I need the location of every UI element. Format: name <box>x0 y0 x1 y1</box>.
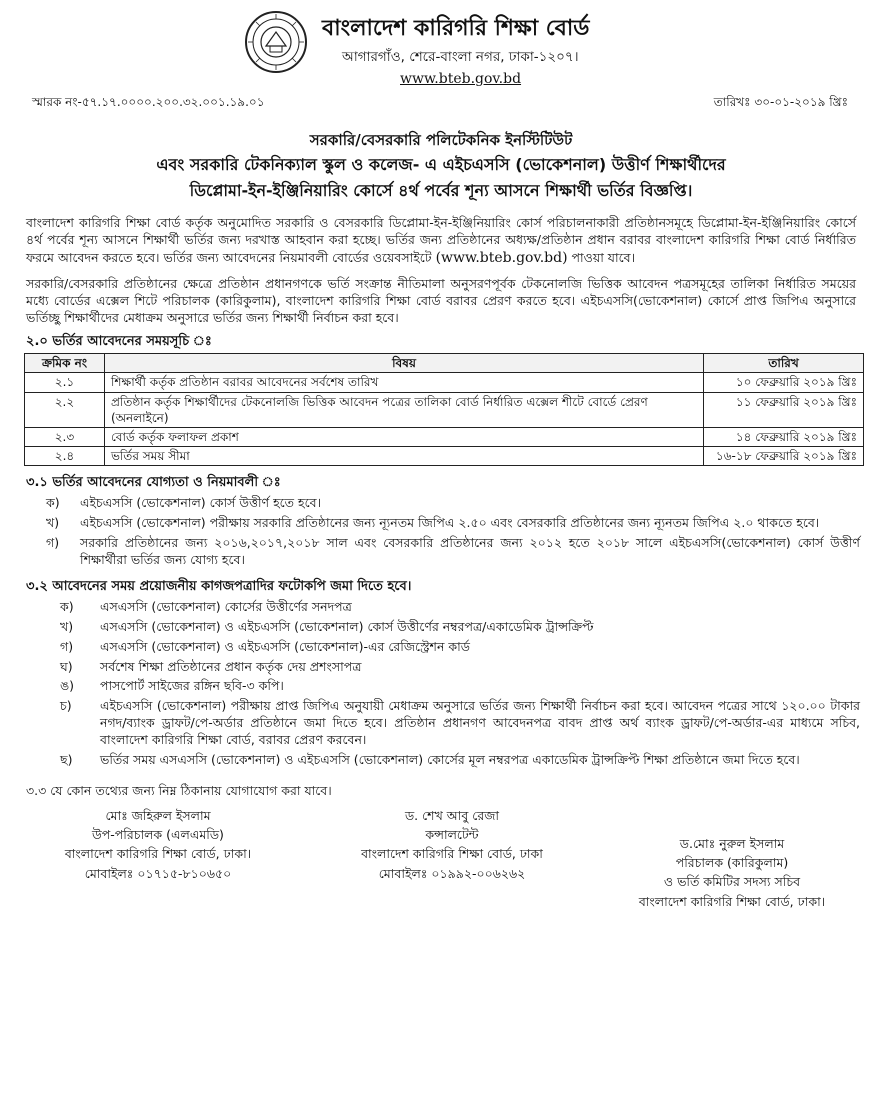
list-item <box>60 678 860 695</box>
notice-title <box>22 130 860 201</box>
table-row <box>25 428 864 447</box>
instruction-paragraph: সরকারি/বেসরকারি প্রতিষ্ঠানের ক্ষেত্রে প্রতিষ্ঠান প্রধানগণকে ভর্তি সংক্রান্ত নীতিমালা অনুসরণপূর্বক টেকনোলজি ভিত্তিক আবেদন পত্রসমূহের তালিকা নির্ধারিত সময়ের মধ্যে বোর্ডের এক্সেল শিটে পরিচালক (কারিকুলাম), বাংলাদেশ কারিগরি শিক্ষা বোর্ড বরাবর প্রেরণ করতে হবে। এইচএসসি(ভোকেশনাল) কোর্সে প্রাপ্ত জিপিএ অনুসারে ভর্তিচ্ছু শিক্ষার্থীদের মেধাক্রম অনুসারে ভর্তির জন্য শিক্ষার্থী নির্বাচন করা হবে। <box>26 276 856 325</box>
signatory-name: ড.মোঃ নুরুল ইসলাম <box>679 835 785 851</box>
memo-number: স্মারক নং-৫৭.১৭.০০০০.২০০.৩২.০০১.১৯.০১ <box>32 95 265 109</box>
row-subject: বোর্ড কর্তৃক ফলাফল প্রকাশ <box>104 428 703 447</box>
org-website-link[interactable]: www.bteb.gov.bd <box>400 71 522 87</box>
signatory-mobile: মোবাইলঃ ০১৭১৫-৮১০৬৫০ <box>84 865 232 881</box>
list-item <box>60 659 860 676</box>
signatory-3 <box>602 834 862 912</box>
notice-date: তারিখঃ ৩০-০১-২০১৯ খ্রিঃ <box>713 95 848 109</box>
row-date: ১৬-১৮ ফেব্রুয়ারি ২০১৯ খ্রিঃ <box>704 447 864 466</box>
row-serial: ২.৪ <box>25 447 105 466</box>
signatory-1 <box>28 806 288 884</box>
item-label: খ) <box>60 618 74 634</box>
eligibility-heading: ৩.১ ভর্তির আবেদনের যোগ্যতা ও নিয়মাবলী ঃ <box>26 475 281 491</box>
signatory-name: মোঃ জহিরুল ইসলাম <box>105 807 211 823</box>
contact-heading: ৩.৩ যে কোন তথ্যের জন্য নিম্ন ঠিকানায় যোগাযোগ করা যাবে। <box>26 782 332 798</box>
list-item <box>36 515 860 532</box>
row-serial: ২.২ <box>25 392 105 427</box>
org-name: বাংলাদেশ কারিগরি শিক্ষা বোর্ড <box>322 16 590 41</box>
item-label: গ) <box>46 534 60 550</box>
item-label: চ) <box>60 698 72 714</box>
item-text: এইচএসসি (ভোকেশনাল) পরীক্ষায় প্রাপ্ত জিপিএ অনুযায়ী মেধাক্রম অনুসারে ভর্তির জন্য শিক্ষার্থী নির্বাচন করা হবে। আবেদন পত্রের সাথে ১২০.০০ টাকার নগদ/ব্যাংক ড্রাফট/পে-অর্ডার প্রতিষ্ঠানে জমা দিতে হবে। প্রতিষ্ঠান প্রধানগণ আবেদনপত্র বাবদ প্রাপ্ত অর্থ ব্যাংক ড্রাফট/পে-অর্ডার-এর মাধ্যমে সচিব, বাংলাদেশ কারিগরি শিক্ষা বোর্ড, বরাবর প্রেরণ করবেন। <box>100 698 860 748</box>
signatory-office: বাংলাদেশ কারিগরি শিক্ষা বোর্ড, ঢাকা। <box>64 846 252 862</box>
item-text: এসএসসি (ভোকেশনাল) ও এইচএসসি (ভোকেশনাল)-এর রেজিস্ট্রেশন কার্ড <box>100 638 470 654</box>
signatory-mobile: মোবাইলঃ ০১৯৯২-০০৬২৬২ <box>378 865 526 881</box>
org-address: আগারগাঁও, শেরে-বাংলা নগর, ঢাকা-১২০৭। <box>342 49 579 65</box>
item-text: পাসপোর্ট সাইজের রঙ্গিন ছবি-৩ কপি। <box>100 678 284 694</box>
eligibility-list <box>22 495 860 569</box>
item-label: ঙ) <box>60 678 75 694</box>
signatory-office: বাংলাদেশ কারিগরি শিক্ষা বোর্ড, ঢাকা <box>361 846 543 862</box>
title-line-3: ডিপ্লোমা-ইন-ইঞ্জিনিয়ারিং কোর্সে ৪র্থ পর্বের শূন্য আসনে শিক্ষার্থী ভর্তির বিজ্ঞপ্তি। <box>189 180 693 200</box>
schedule-table <box>24 353 864 466</box>
documents-list <box>22 599 860 769</box>
list-item <box>60 639 860 656</box>
table-row <box>25 392 864 427</box>
board-seal-icon <box>244 10 308 74</box>
signatory-2 <box>322 806 582 884</box>
row-date: ১৪ ফেব্রুয়ারি ২০১৯ খ্রিঃ <box>704 428 864 447</box>
signatory-office: বাংলাদেশ কারিগরি শিক্ষা বোর্ড, ঢাকা। <box>638 893 826 909</box>
list-item <box>36 535 860 569</box>
list-item <box>36 495 860 512</box>
item-text: সরকারি প্রতিষ্ঠানের জন্য ২০১৬,২০১৭,২০১৮ সাল এবং বেসরকারি প্রতিষ্ঠানের জন্য ২০১২ হতে ২০১৮ সালে এইচএসসি(ভোকেশনাল) কোর্স উত্তীর্ণ শিক্ষার্থীরা ভর্তির জন্য যোগ্য হবে। <box>80 534 860 567</box>
item-label: ক) <box>46 494 60 510</box>
row-subject: ভর্তির সময় সীমা <box>104 447 703 466</box>
col-date: তারিখ <box>704 354 864 373</box>
table-row <box>25 447 864 466</box>
item-text: এইচএসসি (ভোকেশনাল) কোর্স উত্তীর্ণ হতে হবে। <box>80 494 322 510</box>
row-date: ১১ ফেব্রুয়ারি ২০১৯ খ্রিঃ <box>704 392 864 427</box>
col-serial: ক্রমিক নং <box>25 354 105 373</box>
item-label: ক) <box>60 598 74 614</box>
schedule-heading: ২.০ ভর্তির আবেদনের সময়সূচি ঃ <box>26 333 212 349</box>
table-row <box>25 373 864 392</box>
item-text: এসএসসি (ভোকেশনাল) কোর্সের উত্তীর্ণের সনদপত্র <box>100 598 352 614</box>
signatory-name: ড. শেখ আবু রেজা <box>404 807 500 823</box>
item-label: ঘ) <box>60 658 73 674</box>
title-line-1: সরকারি/বেসরকারি পলিটেকনিক ইনস্টিটিউট <box>309 131 573 149</box>
list-item <box>60 752 860 769</box>
documents-heading: ৩.২ আবেদনের সময় প্রয়োজনীয় কাগজপত্রাদির ফটোকপি জমা দিতে হবে। <box>26 579 412 595</box>
signatory-designation: উপ-পরিচালক (এলএমডি) <box>92 827 224 843</box>
schedule-header-row <box>25 354 864 373</box>
item-label: খ) <box>46 514 60 530</box>
item-text: এসএসসি (ভোকেশনাল) ও এইচএসসি (ভোকেশনাল) কোর্স উত্তীর্ণের নম্বরপত্র/একাডেমিক ট্রান্সক্রিপ্ট <box>100 618 594 634</box>
letterhead <box>22 8 860 108</box>
signatory-designation: পরিচালক (কারিকুলাম) <box>675 855 789 871</box>
item-text: ভর্তির সময় এসএসসি (ভোকেশনাল) ও এইচএসসি (ভোকেশনাল) কোর্সের মূল নম্বরপত্র একাডেমিক ট্রান্সক্রিপ্ট শিক্ষা প্রতিষ্ঠানে জমা দিতে হবে। <box>100 751 800 767</box>
intro-tail: পাওয়া যাবে। <box>567 250 636 266</box>
title-line-2: এবং সরকারি টেকনিক্যাল স্কুল ও কলেজ- এ এইচএসসি (ভোকেশনাল) উত্তীর্ণ শিক্ষার্থীদের <box>156 155 726 175</box>
list-item <box>60 619 860 636</box>
list-item <box>60 599 860 616</box>
col-subject: বিষয় <box>104 354 703 373</box>
item-text: সর্বশেষ শিক্ষা প্রতিষ্ঠানের প্রধান কর্তৃক দেয় প্রশংসাপত্র <box>100 658 362 674</box>
row-serial: ২.১ <box>25 373 105 392</box>
list-item <box>60 698 860 749</box>
signatory-role: ও ভর্তি কমিটির সদস্য সচিব <box>663 874 801 890</box>
signature-block <box>22 806 860 926</box>
intro-text: বাংলাদেশ কারিগরি শিক্ষা বোর্ড কর্তৃক অনুমোদিত সরকারি ও বেসরকারি ডিপ্লোমা-ইন-ইঞ্জিনিয়ারিং কোর্স পরিচালনাকারী প্রতিষ্ঠানসমূহে ডিপ্লোমা-ইন-ইঞ্জিনিয়ারিং কোর্সে ৪র্থ পর্বের শূন্য আসনে শিক্ষার্থী ভর্তির জন্য দরখাস্ত আহবান করা হচ্ছে। ভর্তির জন্য প্রতিষ্ঠানের অধ্যক্ষ/প্রতিষ্ঠান প্রধান বরাবর বাংলাদেশ কারিগরি শিক্ষা বোর্ড নির্ধারিত ফরমে আবেদন করতে হবে। ভর্তির জন্য আবেদনের নিয়মাবলী বোর্ডের ওয়েবসাইটে <box>26 215 856 266</box>
item-text: এইচএসসি (ভোকেশনাল) পরীক্ষায় সরকারি প্রতিষ্ঠানের জন্য ন্যূনতম জিপিএ ২.৫০ এবং বেসরকারি প্রতিষ্ঠানের জন্য ন্যূনতম জিপিএ ২.০ থাকতে হবে। <box>80 514 820 530</box>
row-date: ১০ ফেব্রুয়ারি ২০১৯ খ্রিঃ <box>704 373 864 392</box>
intro-paragraph <box>22 215 860 268</box>
item-label: ছ) <box>60 751 73 767</box>
intro-website-link[interactable]: (www.bteb.gov.bd) <box>435 250 568 267</box>
row-subject: প্রতিষ্ঠান কর্তৃক শিক্ষার্থীদের টেকনোলজি ভিত্তিক আবেদন পত্রের তালিকা বোর্ড নির্ধারিত এক্সেল শীটে বোর্ডে প্রেরণ (অনলাইনে) <box>104 392 703 427</box>
item-label: গ) <box>60 638 74 654</box>
row-subject: শিক্ষার্থী কর্তৃক প্রতিষ্ঠান বরাবর আবেদনের সর্বশেষ তারিখ <box>104 373 703 392</box>
signatory-designation: কন্সালটেন্ট <box>425 827 479 843</box>
row-serial: ২.৩ <box>25 428 105 447</box>
